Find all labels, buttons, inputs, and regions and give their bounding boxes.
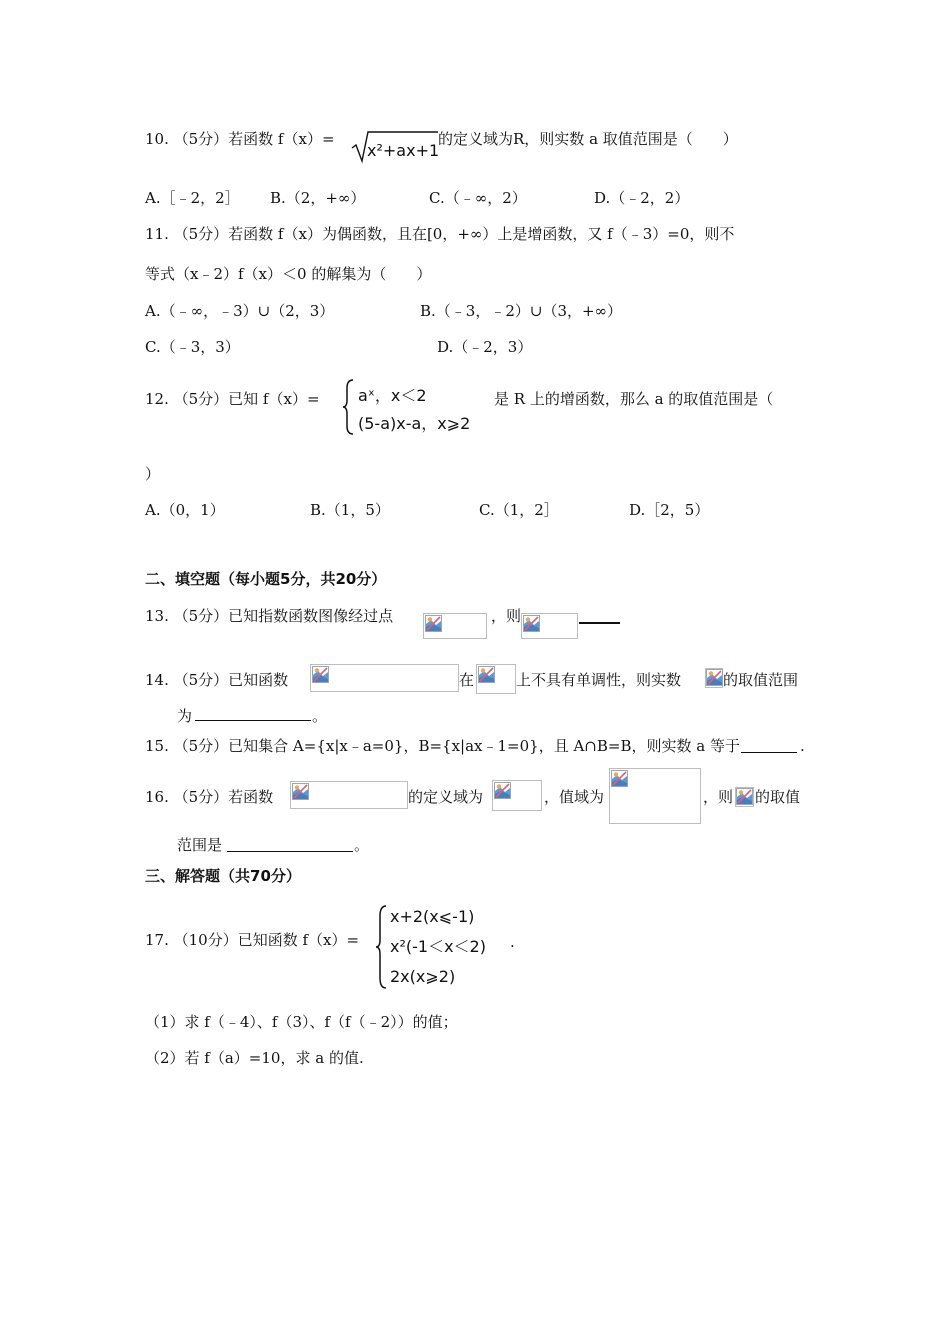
q15-stem: 15. （5分）已知集合 A={x|x﹣a=0}，B={x|ax﹣1=0}，且 A∩B=B，则实数 a 等于 [145, 737, 740, 755]
q11-option-d: D.（﹣2，3） [437, 338, 533, 356]
q13-answer-blank [579, 622, 620, 624]
q17-stem: 17. （10分）已知函数 f（x）= [145, 931, 360, 949]
q11-option-b: B.（﹣3，﹣2）∪（3，+∞） [420, 302, 623, 320]
q12-option-a: A.（0，1） [145, 501, 225, 519]
left-brace-icon [341, 378, 355, 436]
q14-line2-end: 。 [312, 707, 328, 725]
q10-stem-start: 10. （5分）若函数 f（x）= [145, 130, 335, 148]
q16-line2-end: 。 [354, 836, 370, 854]
q14-stem-in: 在 [459, 671, 475, 689]
q15-end: . [800, 737, 805, 755]
broken-image-icon [611, 770, 628, 787]
q14-line2-start: 为 [177, 707, 193, 725]
q13-stem-then: ，则 [491, 607, 522, 625]
q12-case2: (5-a)x-a，x⩾2 [358, 414, 471, 433]
q15-answer-blank [741, 738, 797, 753]
q16-line2-start: 范围是 [177, 836, 223, 854]
q17-case2: x²(-1＜x＜2) [390, 937, 486, 956]
q16-stem-then: ，则 [703, 788, 734, 806]
q12-option-b: B.（1，5） [310, 501, 390, 519]
q12-option-c: C.（1，2］ [479, 501, 559, 519]
q16-domain-image [492, 780, 542, 811]
broken-image-icon [523, 615, 540, 632]
q16-stem-range: ，值域为 [544, 788, 605, 806]
q16-stem-end: 的取值 [755, 788, 801, 806]
q16-function-image [290, 781, 408, 809]
q17-case1: x+2(x⩽-1) [390, 907, 475, 926]
section-answer-heading: 三、解答题（共70分） [145, 867, 301, 885]
q16-stem-start: 16. （5分）若函数 [145, 788, 274, 806]
q12-stem-end: 是 R 上的增函数，那么 a 的取值范围是（ [494, 390, 774, 408]
q10-option-c: C.（﹣∞，2） [429, 189, 527, 207]
q14-interval-image [476, 664, 516, 694]
q10-option-b: B.（2，+∞） [270, 189, 366, 207]
broken-image-icon [706, 669, 723, 686]
q12-stem-start: 12. （5分）已知 f（x）= [145, 390, 320, 408]
q14-function-image [310, 664, 459, 692]
q14-answer-blank [195, 708, 311, 721]
q13-target-image [521, 613, 578, 639]
q12-option-d: D.［2，5） [629, 501, 710, 519]
q16-range-image [609, 768, 701, 824]
q10-option-d: D.（﹣2，2） [594, 189, 690, 207]
q10-stem-end: 的定义域为R，则实数 a 取值范围是（ ） [438, 130, 738, 148]
broken-image-icon [494, 782, 511, 799]
broken-image-icon [736, 788, 753, 805]
q13-point-image [423, 613, 487, 639]
q17-dot: . [510, 933, 515, 951]
q14-stem-end: 的取值范围 [723, 671, 799, 689]
q11-option-a: A.（﹣∞，﹣3）∪（2，3） [145, 302, 335, 320]
q17-part1: （1）求 f（﹣4）、f（3）、f（f（﹣2））的值； [145, 1013, 458, 1031]
q12-close-paren: ） [145, 465, 161, 483]
q11-option-c: C.（﹣3，3） [145, 338, 240, 356]
q16-stem-domain: 的定义域为 [408, 788, 484, 806]
broken-image-icon [425, 615, 442, 632]
q12-case1: aˣ，x＜2 [358, 386, 427, 405]
broken-image-icon [478, 666, 495, 683]
q16-answer-blank [227, 837, 353, 852]
q17-case3: 2x(x⩾2) [390, 967, 456, 986]
q10-option-a: A.［﹣2，2］ [145, 189, 240, 207]
q16-variable-image [735, 787, 754, 807]
q17-part2: （2）若 f（a）=10，求 a 的值. [145, 1049, 364, 1067]
section-fill-in-heading: 二、填空题（每小题5分，共20分） [145, 570, 387, 588]
left-brace-icon [374, 904, 388, 990]
q11-line1: 11. （5分）若函数 f（x）为偶函数，且在[0，+∞）上是增函数，又 f（﹣3）=0，则不 [145, 225, 735, 243]
q10-radicand: x²+ax+1 [367, 141, 440, 160]
broken-image-icon [292, 783, 309, 800]
broken-image-icon [312, 666, 329, 683]
q11-line2: 等式（x﹣2）f（x）＜0 的解集为（ ） [145, 265, 432, 283]
q14-variable-image [705, 668, 723, 688]
q14-stem-start: 14. （5分）已知函数 [145, 671, 289, 689]
q14-stem-middle: 上不具有单调性，则实数 [516, 671, 682, 689]
q13-stem-start: 13. （5分）已知指数函数图像经过点 [145, 607, 394, 625]
